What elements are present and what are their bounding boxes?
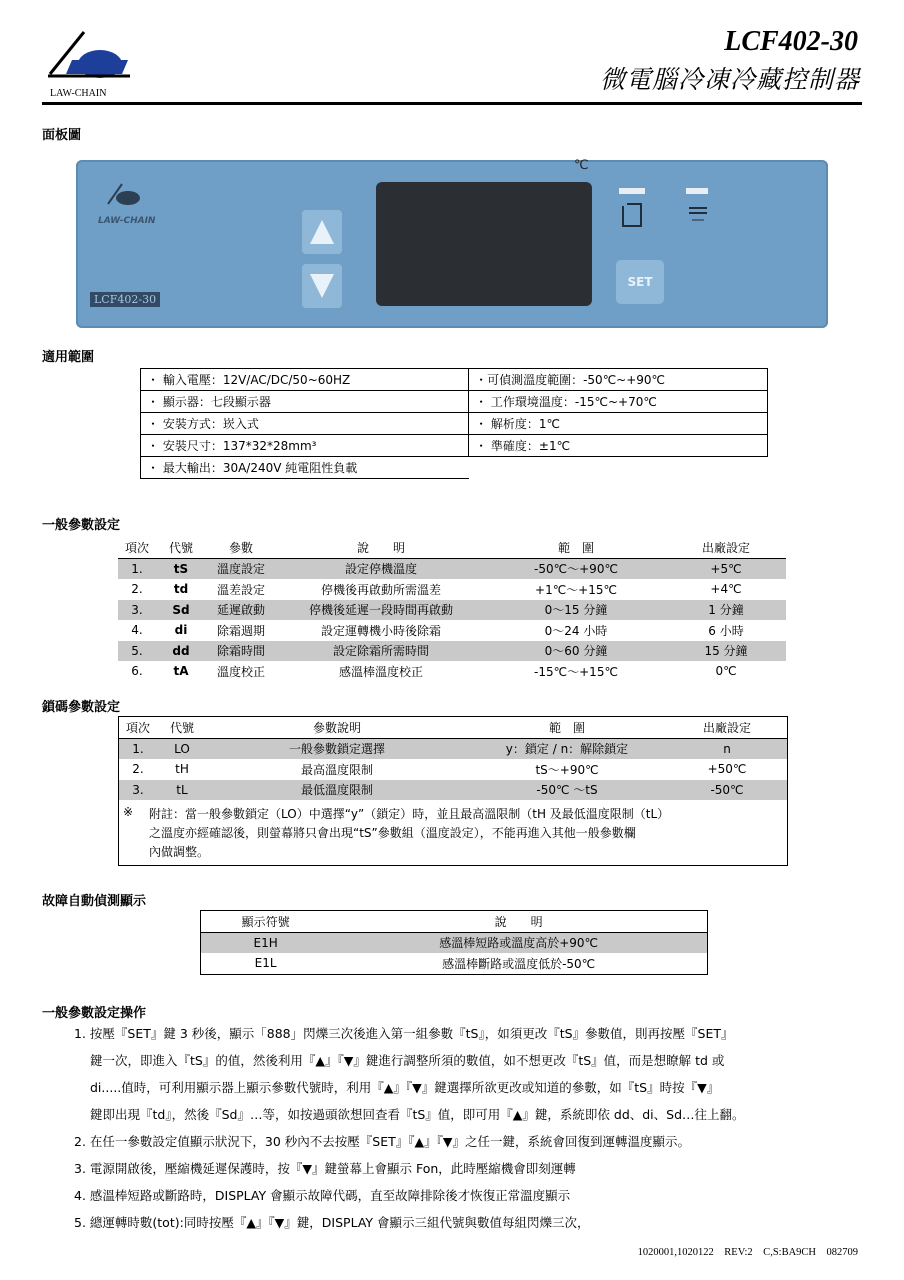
operation-section-title: 一般參數設定操作: [42, 1006, 147, 1021]
table-cell: E1L: [254, 956, 277, 971]
operation-line: 5. 總運轉時數(tot):同時按壓『▲』『▼』鍵，DISPLAY 會顯示三組代號與數值每組閃爍三次，: [74, 1215, 590, 1230]
table-row: [119, 738, 787, 759]
operation-line: di.....值時，可利用顯示器上顯示參數代號時，利用『▲』『▼』鍵選擇所欲更改或知道的參數，如『tS』時按『▼』: [90, 1080, 720, 1095]
table-cell: 溫差設定: [216, 582, 265, 597]
triangle-up-icon: [302, 210, 342, 254]
product-title: 微電腦冷凍冷藏控制器: [599, 65, 860, 94]
table-cell: tL: [157, 780, 207, 801]
compressor-icon: [619, 200, 645, 228]
table-cell: 6 小時: [708, 623, 744, 638]
table-cell: +50℃: [707, 762, 747, 777]
table-cell: 最低溫度限制: [207, 780, 467, 801]
table-row: [118, 558, 786, 579]
table-header-cell: 範 圍: [486, 537, 666, 558]
spec-cell: ・ 顯示器：七段顯示器: [141, 391, 469, 413]
table-header-cell: 說 明: [330, 911, 707, 933]
table-cell: 6.: [131, 664, 143, 679]
table-row: [118, 600, 786, 621]
table-cell: 5.: [118, 641, 156, 662]
table-cell: 設定除霜所需時間: [276, 641, 486, 662]
table-cell: 除霜時間: [206, 641, 276, 662]
table-cell: 最高溫度限制: [300, 762, 373, 777]
table-header-cell: 顯示符號: [201, 911, 331, 933]
table-cell: +1℃～+15℃: [535, 582, 617, 597]
table-cell: LO: [157, 738, 207, 759]
spec-row: [141, 369, 768, 391]
table-header-row: [119, 717, 787, 738]
table-header-cell: 出廠設定: [667, 717, 787, 738]
lock-params-title: 鎖碼參數設定: [42, 700, 121, 715]
table-cell: -50℃ ～tS: [467, 780, 667, 801]
set-button-label: SET: [627, 275, 653, 289]
spec-cell: ・ 安裝尺寸：137*32*28mm³: [141, 435, 469, 457]
faults-section-title: 故障自動偵測顯示: [42, 894, 147, 909]
faults-table: [200, 910, 708, 975]
table-cell: -15℃～+15℃: [534, 664, 618, 679]
panel-model: LCF402-30: [90, 292, 160, 307]
spec-row: [141, 457, 768, 479]
table-header-cell: 代號: [156, 537, 206, 558]
spec-row: [141, 391, 768, 413]
operation-line: 3. 電源開啟後，壓縮機延遲保護時，按『▼』鍵螢幕上會顯示 Fon，此時壓縮機會即刻運轉: [74, 1161, 576, 1176]
spec-row: [141, 413, 768, 435]
spec-cell: ・可偵測溫度範圍：-50℃~+90℃: [469, 369, 768, 391]
table-header-cell: 參數說明: [207, 717, 467, 738]
table-cell: tS～+90℃: [535, 762, 599, 777]
table-cell: 一般參數鎖定選擇: [207, 738, 467, 759]
table-cell: E1H: [201, 932, 331, 953]
spec-row: [141, 435, 768, 457]
table-cell: 除霜週期: [216, 623, 265, 638]
spec-cell: ・ 輸入電壓：12V/AC/DC/50~60HZ: [141, 369, 469, 391]
table-row: [118, 620, 786, 641]
table-cell: 感溫棒斷路或溫度低於-50℃: [442, 956, 596, 971]
table-cell: 2.: [132, 762, 144, 777]
defrost-icon: [686, 202, 710, 224]
param-code: td: [173, 582, 189, 597]
lock-note-mark: ※: [123, 805, 134, 819]
table-cell: 溫度校正: [216, 664, 265, 679]
table-row: [201, 953, 708, 974]
table-cell: 1 分鐘: [666, 600, 786, 621]
table-cell: 1.: [119, 738, 157, 759]
footer-code: 1020001,1020122 REV:2 C,S:BA9CH 082709: [637, 1247, 858, 1258]
spec-empty-cell: [469, 457, 768, 479]
operation-line: 2. 在任一參數設定值顯示狀況下，30 秒內不去按壓『SET』『▲』『▼』之任一鍵，系統會回復到運轉溫度顯示。: [74, 1134, 690, 1149]
table-cell: 0～15 分鐘: [486, 600, 666, 621]
general-params-title: 一般參數設定: [42, 518, 121, 533]
table-cell: 停機後再啟動所需溫差: [320, 582, 441, 597]
spec-section-title: 適用範圍: [42, 350, 95, 365]
spec-cell: ・ 安裝方式：崁入式: [141, 413, 469, 435]
table-cell: 3.: [119, 780, 157, 801]
table-cell: n: [667, 738, 787, 759]
panel-photo: [76, 160, 828, 328]
table-header-cell: 出廠設定: [666, 537, 786, 558]
panel-section-title: 面板圖: [42, 128, 82, 143]
table-header-cell: 參數: [206, 537, 276, 558]
table-cell: -50℃～+90℃: [486, 558, 666, 579]
table-cell: 設定停機溫度: [276, 558, 486, 579]
model-number: LCF402-30: [724, 26, 858, 57]
spec-table: [140, 368, 768, 479]
table-cell: tH: [175, 762, 189, 777]
table-cell: 感溫棒溫度校正: [338, 664, 423, 679]
table-cell: 2.: [131, 582, 143, 597]
table-cell: y：鎖定 / n：解除鎖定: [467, 738, 667, 759]
note-line: 內做調整。: [149, 845, 210, 859]
set-button[interactable]: [616, 260, 664, 304]
logo: [44, 24, 134, 104]
table-header-row: [201, 911, 708, 933]
panel-brand: LAW-CHAIN: [98, 216, 156, 226]
table-cell: 溫度設定: [206, 558, 276, 579]
operation-line: 4. 感溫棒短路或斷路時，DISPLAY 會顯示故障代碼，直至故障排除後才恢復正常溫度顯示: [74, 1188, 571, 1203]
table-cell: +4℃: [710, 582, 742, 597]
table-row: [201, 932, 708, 953]
table-cell: -50℃: [667, 780, 787, 801]
panel-logo-icon: [104, 180, 144, 210]
table-cell: 延遲啟動: [206, 600, 276, 621]
header-rule: [42, 102, 862, 105]
param-code: Sd: [156, 600, 206, 621]
note-line: 之溫度亦經確認後，則螢幕將只會出現“tS”參數組（溫度設定），不能再進入其他一般參數欄: [149, 826, 636, 840]
spec-cell: ・ 準確度：±1℃: [469, 435, 768, 457]
table-cell: 0℃: [715, 664, 737, 679]
table-row: [118, 661, 786, 682]
table-cell: 感溫棒短路或溫度高於+90℃: [330, 932, 707, 953]
seven-segment-display: [376, 182, 592, 306]
table-header-cell: 說 明: [276, 537, 486, 558]
table-cell: 15 分鐘: [666, 641, 786, 662]
table-header-cell: 代號: [157, 717, 207, 738]
table-row: [119, 780, 787, 801]
logo-brand-text: LAW-CHAIN: [50, 88, 107, 99]
table-row: [118, 579, 786, 600]
table-cell: 3.: [118, 600, 156, 621]
table-cell: 1.: [118, 558, 156, 579]
down-button[interactable]: [302, 264, 342, 308]
param-code: tA: [173, 664, 189, 679]
param-code: tS: [156, 558, 206, 579]
lock-note: [149, 805, 669, 862]
table-cell: +5℃: [666, 558, 786, 579]
table-cell: 停機後延遲一段時間再啟動: [276, 600, 486, 621]
spec-cell: ・ 工作環境溫度：-15℃~+70℃: [469, 391, 768, 413]
table-cell: 0～24 小時: [544, 623, 608, 638]
param-code: dd: [156, 641, 206, 662]
param-code: di: [174, 623, 188, 638]
table-header-cell: 範 圍: [467, 717, 667, 738]
spec-cell: ・ 解析度：1℃: [469, 413, 768, 435]
operation-line: 鍵即出現『td』，然後『Sd』…等，如按過頭欲想回查看『tS』值，即可用『▲』鍵，系統即依 dd、di、Sd…往上翻。: [90, 1107, 745, 1122]
operation-line: 鍵一次，即進入『tS』的值，然後利用『▲』『▼』鍵進行調整所須的數值，如不想更改『tS』值，而是想瞭解 td 或: [90, 1053, 725, 1068]
table-row: [119, 759, 787, 780]
triangle-down-icon: [302, 264, 342, 308]
unit-label: ℃: [574, 158, 589, 173]
note-line: 附註：當一般參數鎖定（LO）中選擇“y”（鎖定）時，並且最高溫限制（tH 及最低溫度限制（tL）: [149, 807, 670, 821]
table-cell: 4.: [131, 623, 143, 638]
table-row: [118, 641, 786, 662]
table-header-cell: 項次: [119, 717, 157, 738]
table-cell: 設定運轉機小時後除霜: [320, 623, 441, 638]
lock-params-table: [119, 717, 787, 800]
spec-cell: ・ 最大輸出：30A/240V 純電阻性負載: [141, 457, 469, 479]
table-cell: 0～60 分鐘: [486, 641, 666, 662]
operation-steps: [74, 1020, 874, 1236]
defrost-indicator: [686, 188, 708, 194]
lock-params-box: [118, 716, 788, 866]
operation-line: 1. 按壓『SET』鍵 3 秒後，顯示「888」閃爍三次後進入第一組參數『tS』，如須更改『tS』參數值，則再按壓『SET』: [74, 1026, 734, 1041]
compressor-indicator: [619, 188, 645, 194]
table-header-cell: 項次: [118, 537, 156, 558]
up-button[interactable]: [302, 210, 342, 254]
general-params-table: [118, 537, 786, 682]
table-header-row: [118, 537, 786, 558]
